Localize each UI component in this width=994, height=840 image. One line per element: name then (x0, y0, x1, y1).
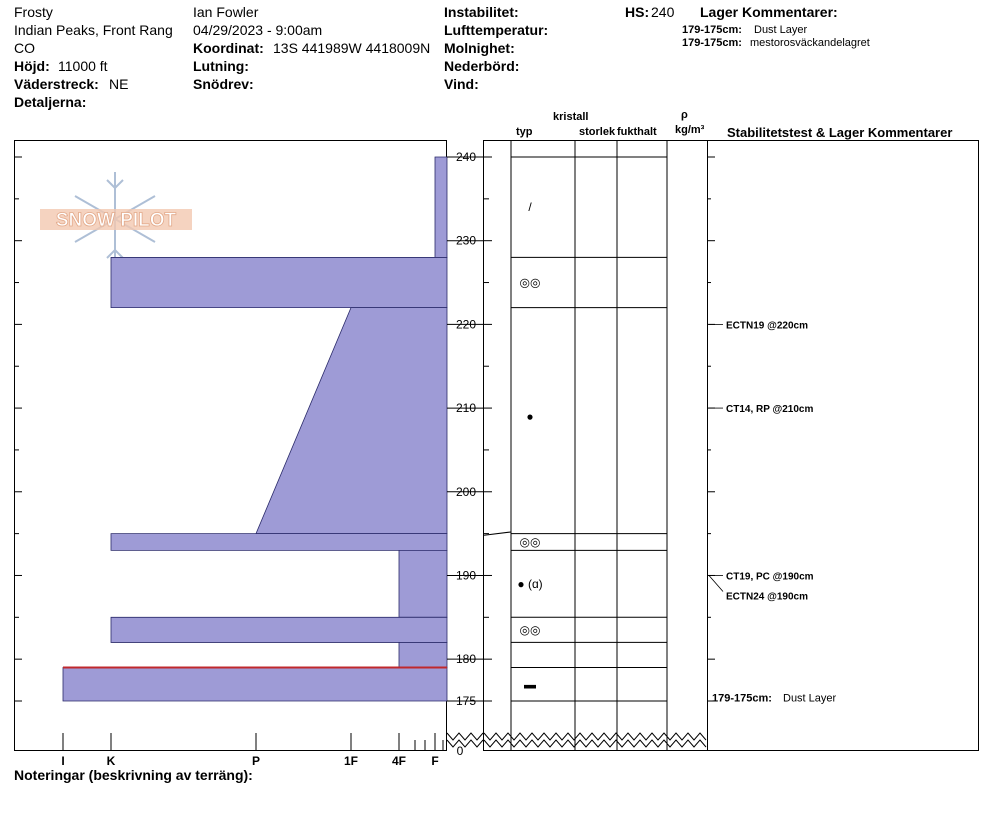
grain-type-symbol: ● (526, 409, 534, 424)
moisture-header: fukthalt (617, 126, 657, 138)
hardness-layer-1 (111, 257, 447, 307)
observer: Ian Fowler (193, 4, 259, 20)
break-zigzag (484, 740, 706, 747)
layer-comments-title: Lager Kommentarer: (700, 4, 838, 20)
density-unit-header: kg/m³ (675, 124, 705, 136)
hardness-tick-label-F: F (431, 754, 439, 768)
grain-type-symbol: ● (ɑ) (517, 576, 543, 591)
hs-value: 240 (651, 4, 675, 20)
grain-type-symbol: / (528, 200, 532, 215)
height-tick-label: 200 (455, 484, 477, 499)
aspect-value: NE (109, 76, 129, 92)
rho-header: ρ (681, 109, 688, 121)
layer-comment-text: mestorosväckandelagret (750, 37, 870, 49)
break-zigzag (484, 733, 706, 740)
hardness-tick-label-P: P (251, 754, 261, 768)
sky-label: Molnighet: (444, 40, 515, 56)
logo-text: SNOW PILOT (55, 210, 177, 231)
layer-comment-range: 179-175cm: (682, 37, 742, 49)
wind-loading-label: Snödrev: (193, 76, 254, 92)
hardness-layer-5 (111, 617, 447, 642)
elevation-label: Höjd: (14, 58, 50, 74)
pit-name: Frosty (14, 4, 53, 20)
hardness-layer-7 (63, 668, 447, 701)
layer-comment-text: Dust Layer (754, 24, 808, 36)
stability-test-label: ECTN19 @220cm (726, 320, 809, 332)
coordinate-value: 13S 441989W 4418009N (273, 40, 431, 56)
height-break-label: 0 (456, 744, 464, 758)
stability-header: Stabilitetstest & Lager Kommentarer (727, 125, 953, 140)
grain-type-symbol: ◎◎ (519, 534, 541, 549)
grain-type-symbol: ◎◎ (519, 622, 541, 637)
wind-label: Vind: (444, 76, 479, 92)
break-zigzag (447, 740, 483, 747)
layer-comment-range: 179-175cm: (712, 692, 772, 705)
hardness-layer-4 (399, 550, 447, 617)
stability-test-label: ECTN24 @190cm (726, 591, 809, 603)
hardness-tick-label-1F: 1F (343, 754, 359, 768)
details-label: Detaljerna: (14, 94, 87, 110)
height-tick-label: 240 (455, 150, 477, 164)
coordinate-label: Koordinat: (193, 40, 264, 56)
location: Indian Peaks, Front Rang (14, 22, 173, 38)
type-header: typ (516, 126, 533, 138)
precip-label: Nederbörd: (444, 58, 520, 74)
aspect-label: Väderstreck: (14, 76, 99, 92)
instability-label: Instabilitet: (444, 4, 519, 20)
height-tick-label: 230 (455, 233, 477, 248)
hardness-tick-label-K: K (106, 754, 116, 768)
hs-label: HS: (625, 4, 650, 20)
hardness-layer-6 (399, 642, 447, 667)
layer-comment-range: 179-175cm: (682, 24, 742, 36)
height-tick-label: 220 (455, 317, 477, 332)
height-tick-label: 190 (455, 568, 477, 583)
state: CO (14, 40, 35, 56)
grain-type-symbol: ▬ (524, 677, 536, 692)
snowpilot-logo (40, 172, 192, 266)
hardness-layer-3 (111, 534, 447, 551)
hardness-tick-label-4F: 4F (391, 754, 407, 768)
stability-test-label: CT14, RP @210cm (726, 404, 814, 416)
hardness-layer-0 (435, 157, 447, 257)
stability-notes (709, 320, 837, 704)
hardness-layers (63, 157, 447, 701)
size-header: storlek (579, 126, 616, 138)
grain-grid (484, 140, 667, 750)
hardness-layer-2 (256, 308, 447, 534)
stability-test-label: CT19, PC @190cm (726, 571, 814, 583)
height-tick-label: 210 (455, 401, 477, 416)
hardness-tick-label-I: I (61, 754, 65, 768)
crystal-header: kristall (553, 111, 589, 123)
grain-type-symbol: ◎◎ (519, 275, 541, 290)
height-tick-label: 180 (455, 652, 477, 667)
air-temp-label: Lufttemperatur: (444, 22, 549, 38)
elevation-value: 11000 ft (58, 58, 108, 74)
datetime: 04/29/2023 - 9:00am (193, 22, 323, 38)
notes-label: Noteringar (beskrivning av terräng): (14, 767, 253, 783)
test-arrow (709, 575, 723, 591)
layer-comment-text: Dust Layer (783, 692, 837, 705)
slope-label: Lutning: (193, 58, 249, 74)
height-tick-label: 175 (455, 694, 477, 708)
break-zigzag (447, 733, 483, 740)
